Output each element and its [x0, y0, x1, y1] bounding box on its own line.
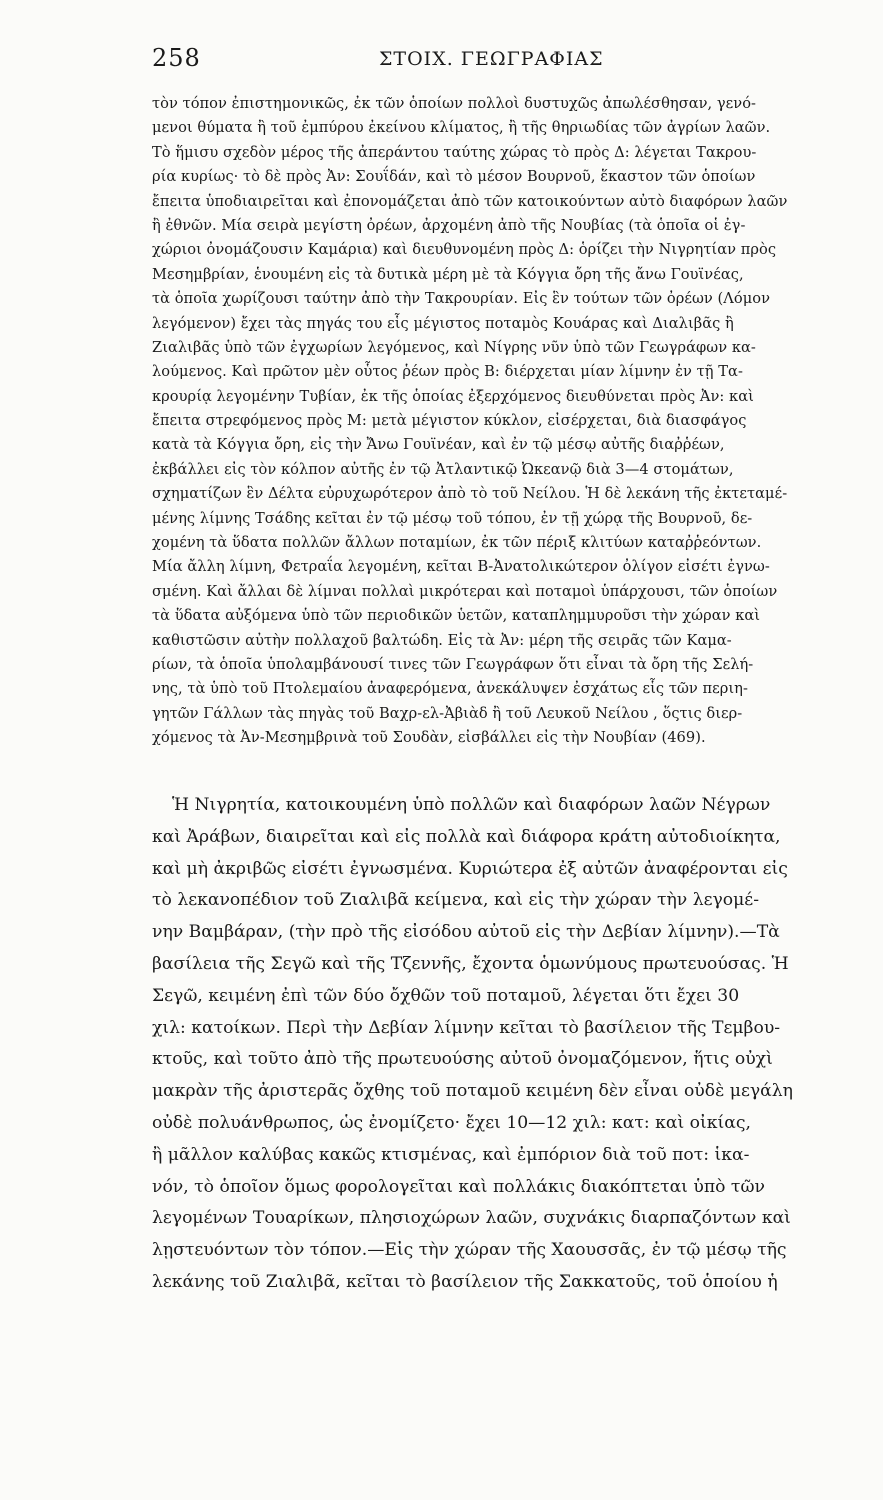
text-line: νόν, τὸ ὁποῖον ὅμως φορολογεῖται καὶ πολλάκις διακόπτεται ὑπὸ τῶν	[152, 1176, 765, 1197]
text-line: χομένη τὰ ὕδατα πολλῶν ἄλλων ποταμίων, ἐκ τῶν πέριξ κλιτύων καταῤῥεόντων.	[152, 534, 762, 552]
text-line: μακρὰν τῆς ἀριστερᾶς ὄχθης τοῦ ποταμοῦ κειμένη δὲν εἶναι οὐδὲ μεγάλη	[152, 1081, 793, 1102]
text-line: χιλ: κατοίκων. Περὶ τὴν Δεβίαν λίμνην κεῖται τὸ βασίλειον τῆς Τεμβου-	[152, 1017, 781, 1038]
text-line: Μεσημβρίαν, ἑνουμένη εἰς τὰ δυτικὰ μέρη μὲ τὰ Κόγγια ὄρη τῆς ἄνω Γουϊνέας,	[152, 265, 744, 283]
small-print-section	[152, 92, 842, 751]
text-line: Τὸ ἥμισυ σχεδὸν μέρος τῆς ἀπεράντου ταύτης χώρας τὸ πρὸς Δ: λέγεται Τακρου-	[152, 143, 757, 161]
text-line: λεκάνης τοῦ Ζιαλιβᾶ, κεῖται τὸ βασίλειον τῆς Σακκατοῦς, τοῦ ὁποίου ἡ	[152, 1271, 778, 1292]
page-number: 258	[152, 44, 201, 72]
text-line: σχηματίζων ἓν Δέλτα εὐρυχωρότερον ἀπὸ τὸ τοῦ Νείλου. Ἡ δὲ λεκάνη τῆς ἐκτεταμέ-	[152, 485, 788, 503]
text-line: τὸ λεκανοπέδιον τοῦ Ζιαλιβᾶ κείμενα, καὶ εἰς τὴν χώραν τὴν λεγομέ-	[152, 890, 760, 911]
main-text-section	[152, 790, 842, 1299]
text-line: ἢ μᾶλλον καλύβας κακῶς κτισμένας, καὶ ἐμπόριον διὰ τοῦ ποτ: ἱκα-	[152, 1144, 750, 1165]
text-line: κρουρίᾳ λεγομένην Τυβίαν, ἐκ τῆς ὁποίας ἐξερχόμενος διευθύνεται πρὸς Ἀν: καὶ	[152, 387, 754, 405]
text-line: καὶ μὴ ἀκριβῶς εἰσέτι ἐγνωσμένα. Κυριώτερα ἐξ αὐτῶν ἀναφέρονται εἰς	[152, 858, 788, 879]
text-line: ρίων, τὰ ὁποῖα ὑπολαμβάνουσί τινες τῶν Γεωγράφων ὅτι εἶναι τὰ ὄρη τῆς Σελή-	[152, 655, 754, 673]
text-line: τὰ ὁποῖα χωρίζουσι ταύτην ἀπὸ τὴν Τακρουρίαν. Εἰς ἓν τούτων τῶν ὀρέων (Λόμον	[152, 290, 770, 308]
text-line: βασίλεια τῆς Σεγῶ καὶ τῆς Τζεννῆς, ἔχοντα ὁμωνύμους πρωτευούσας. Ἡ	[152, 953, 789, 974]
text-line: λῃστευόντων τὸν τόπον.—Εἰς τὴν χώραν τῆς Χαουσσᾶς, ἐν τῷ μέσῳ τῆς	[152, 1240, 787, 1261]
text-line: λούμενος. Καὶ πρῶτον μὲν οὗτος ῥέων πρὸς Β: διέρχεται μίαν λίμνην ἐν τῇ Τα-	[152, 363, 743, 381]
text-line: καὶ Ἀράβων, διαιρεῖται καὶ εἰς πολλὰ καὶ διάφορα κράτη αὐτοδιοίκητα,	[152, 826, 781, 847]
text-line: κτοῦς, καὶ τοῦτο ἀπὸ τῆς πρωτευούσης αὐτοῦ ὀνομαζόμενον, ἥτις οὐχὶ	[152, 1049, 773, 1070]
page-header	[152, 44, 832, 84]
text-line: χώριοι ὀνομάζουσιν Καμάρια) καὶ διευθυνομένη πρὸς Δ: ὁρίζει τὴν Νιγρητίαν πρὸς	[152, 241, 777, 259]
text-line: χόμενος τὰ Ἀν-Μεσημβρινὰ τοῦ Σουδὰν, εἰσβάλλει εἰς τὴν Νουβίαν (469).	[152, 729, 706, 747]
text-line: ἔπειτα ὑποδιαιρεῖται καὶ ἐπονομάζεται ἀπὸ τῶν κατοικούντων αὐτὸ διαφόρων λαῶν	[152, 192, 788, 210]
text-line: ἐκβάλλει εἰς τὸν κόλπον αὐτῆς ἐν τῷ Ἀτλαντικῷ Ὠκεανῷ διὰ 3—4 στομάτων,	[152, 460, 734, 478]
text-line: λεγομένων Τουαρίκων, πλησιοχώρων λαῶν, συχνάκις διαρπαζόντων καὶ	[152, 1208, 791, 1229]
paragraph-first-line: Ἡ Νιγρητία, κατοικουμένη ὑπὸ πολλῶν καὶ διαφόρων λαῶν Νέγρων	[172, 795, 771, 815]
text-line: κατὰ τὰ Κόγγια ὄρη, εἰς τὴν Ἄνω Γουϊνέαν, καὶ ἐν τῷ μέσῳ αὐτῆς διαῤῥέων,	[152, 436, 725, 454]
running-title: ΣΤΟΙΧ. ΓΕΩΓΡΑΦΙΑΣ	[379, 48, 604, 70]
text-line: Σεγῶ, κειμένη ἐπὶ τῶν δύο ὄχθῶν τοῦ ποταμοῦ, λέγεται ὅτι ἔχει 30	[152, 985, 740, 1006]
text-line: ρία κυρίως· τὸ δὲ πρὸς Ἀν: Σουΐδάν, καὶ τὸ μέσον Βουρνοῦ, ἕκαστον τῶν ὁποίων	[152, 168, 756, 186]
text-line: λεγόμενον) ἔχει τὰς πηγάς του εἷς μέγιστος ποταμὸς Κουάρας καὶ Διαλιβᾶς ἢ	[152, 314, 734, 332]
text-line: ἔπειτα στρεφόμενος πρὸς Μ: μετὰ μέγιστον κύκλον, εἰσέρχεται, διὰ διασφάγος	[152, 412, 747, 430]
text-line: μενοι θύματα ἢ τοῦ ἐμπύρου ἐκείνου κλίματος, ἢ τῆς θηριωδίας τῶν ἀγρίων λαῶν.	[152, 119, 771, 137]
text-line: γητῶν Γάλλων τὰς πηγὰς τοῦ Βαχρ-ελ-Ἀβιὰδ ἢ τοῦ Λευκοῦ Νείλου , ὅςτις διερ-	[152, 704, 743, 722]
text-line: τὰ ὕδατα αὐξόμενα ὑπὸ τῶν περιοδικῶν ὑετῶν, καταπλημμυροῦσι τὴν χώραν καὶ	[152, 607, 761, 625]
text-line: Ζιαλιβᾶς ὑπὸ τῶν ἐγχωρίων λεγόμενος, καὶ Νίγρης νῦν ὑπὸ τῶν Γεωγράφων κα-	[152, 338, 756, 356]
text-line: νην Βαμβάραν, (τὴν πρὸ τῆς εἰσόδου αὐτοῦ εἰς τὴν Δεβίαν λίμνην).—Τὰ	[152, 922, 780, 943]
text-line: σμένη. Καὶ ἄλλαι δὲ λίμναι πολλαὶ μικρότεραι καὶ ποταμοὶ ὑπάρχουσι, τῶν ὁποίων	[152, 582, 778, 600]
text-line: ἢ ἐθνῶν. Μία σειρὰ μεγίστη ὀρέων, ἀρχομένη ἀπὸ τῆς Νουβίας (τὰ ὁποῖα οἱ ἐγ-	[152, 216, 746, 234]
text-line: Μία ἄλλη λίμνη, Φετραΐα λεγομένη, κεῖται Β-Ἀνατολικώτερον ὀλίγον εἰσέτι ἐγνω-	[152, 558, 770, 576]
text-line: οὐδὲ πολυάνθρωπος, ὡς ἐνομίζετο· ἔχει 10—12 χιλ: κατ: καὶ οἰκίας,	[152, 1112, 751, 1133]
text-line: νης, τὰ ὑπὸ τοῦ Πτολεμαίου ἀναφερόμενα, ἀνεκάλυψεν ἐσχάτως εἷς τῶν περιη-	[152, 680, 748, 698]
text-line: μένης λίμνης Τσάδης κεῖται ἐν τῷ μέσῳ τοῦ τόπου, ἐν τῇ χώρᾳ τῆς Βουρνοῦ, δε-	[152, 509, 753, 527]
text-line: τὸν τόπον ἐπιστημονικῶς, ἐκ τῶν ὁποίων πολλοὶ δυστυχῶς ἀπωλέσθησαν, γενό-	[152, 95, 757, 112]
text-line: καθιστῶσιν αὐτὴν πολλαχοῦ βαλτώδη. Εἰς τὰ Ἀν: μέρη τῆς σειρᾶς τῶν Καμα-	[152, 631, 732, 649]
